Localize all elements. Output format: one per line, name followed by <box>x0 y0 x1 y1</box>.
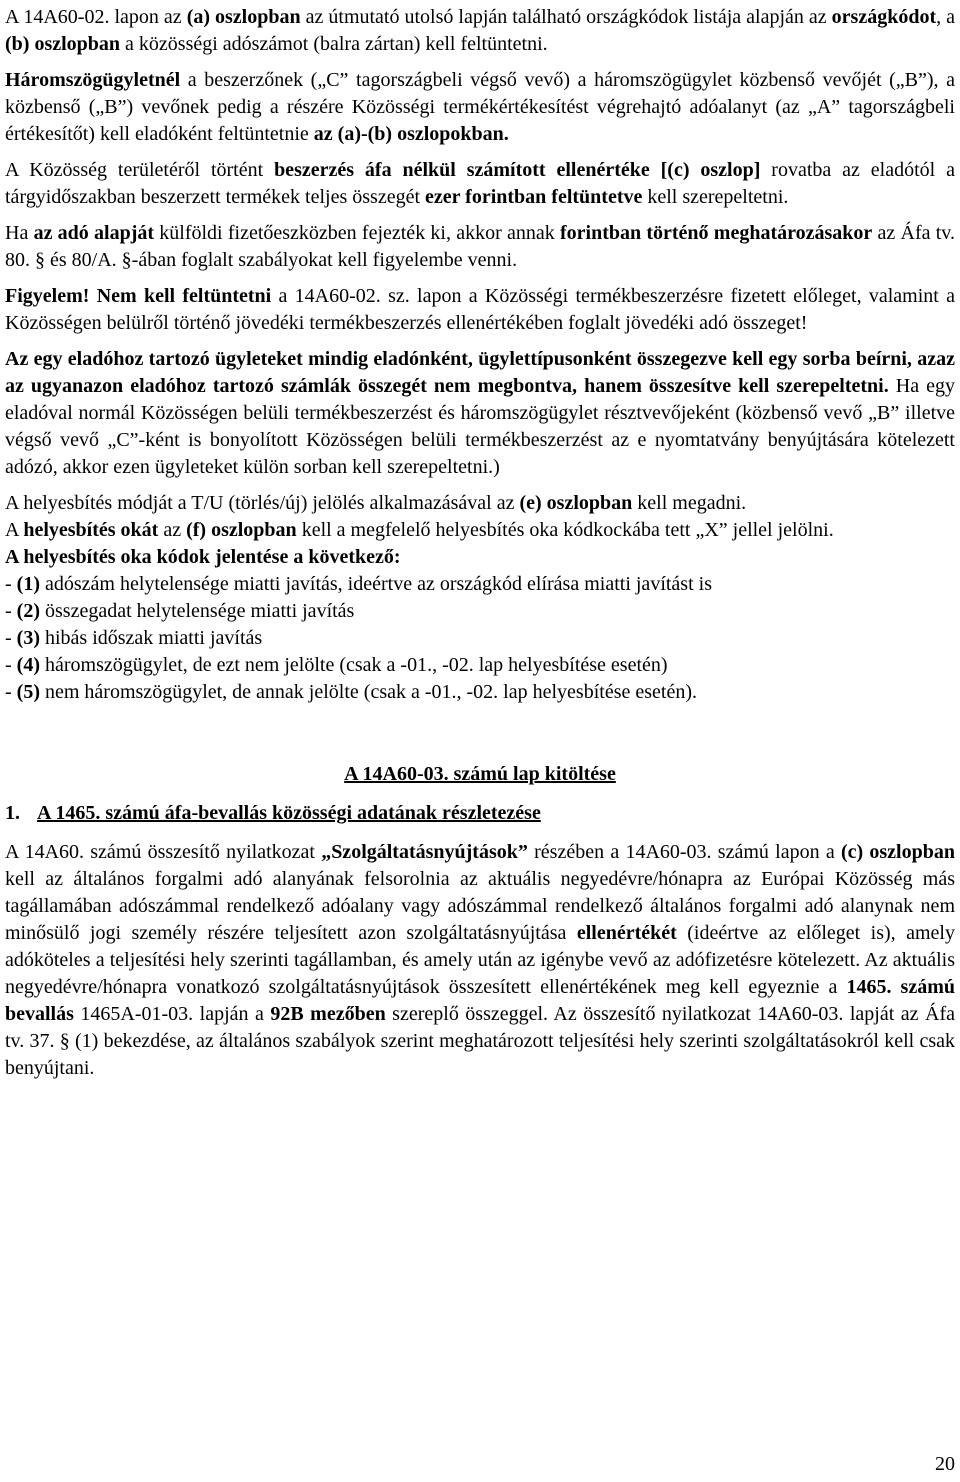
section-title: A 1465. számú áfa-bevallás közösségi adatának részletezése <box>37 802 541 824</box>
paragraph-triangular-transaction: Háromszögügyletnél a beszerzőnek („C” tagországbeli végső vevő) a háromszögügylet közbenső vevőjét („B”), a közbenső („B”) vevőnek pedig a részére Közösségi termékértékesítést végrehajtó adóalanyt (az „A” tagországbeli értékesítőt) kell eladóként feltüntetnie az (a)-(b) oszlopokban. <box>5 69 955 145</box>
paragraph-correction-reason: A helyesbítés okát az (f) oszlopban kell a megfelelő helyesbítés oka kódkockába tett „X” jellel jelölni. <box>5 519 834 541</box>
paragraph-correction-method: A helyesbítés módját a T/U (törlés/új) jelölés alkalmazásával az (e) oszlopban kell megadni. <box>5 492 747 514</box>
paragraph-services: A 14A60. számú összesítő nyilatkozat „Szolgáltatásnyújtások” részében a 14A60-03. számú lapon a (c) oszlopban kell az általános forgalmi adó alanyának felsorolnia az aktuális negyedévre/hónapra az Európai Közösség más tagállamában adószámmal rendelkező adóalany vagy adószámmal rendelkező általános forgalmi adó alanynak nem minősülő jogi személy részére teljesített azon szolgáltatásnyújtása ellenértékét (ideértve az előleget is), amely adóköteles a teljesítési hely szerinti tagállamban, és amely után az igénybe vevő az adófizetésre kötelezett. Az aktuális negyedévre/hónapra vonatkozó szolgáltatásnyújtások összesített ellenértékének meg kell egyeznie a 1465. számú bevallás 1465A-01-03. lapján a 92B mezőben szereplő összeggel. Az összesítő nyilatkozat 14A60-03. lapját az Áfa tv. 37. § (1) bekezdése, az általános szabályok szerint meghatározott teljesítési hely szerinti szolgáltatásokról kell csak benyújtani. <box>5 841 955 1079</box>
list-item: - (5) nem háromszögügylet, de annak jelölte (csak a -01., -02. lap helyesbítése esetén). <box>5 681 697 703</box>
list-item: - (2) összegadat helytelensége miatti javítás <box>5 600 355 622</box>
paragraph-country-code: A 14A60-02. lapon az (a) oszlopban az útmutató utolsó lapján található országkódok listája alapján az országkódot, a (b) oszlopban a közösségi adószámot (balra zártan) kell feltüntetni. <box>5 6 955 55</box>
section-heading <box>5 800 955 827</box>
page-number: 20 <box>935 1453 955 1475</box>
list-item: - (4) háromszögügylet, de ezt nem jelölte (csak a -01., -02. lap helyesbítése esetén) <box>5 654 668 676</box>
section-number: 1. <box>5 802 20 824</box>
paragraph-seller-aggregation: Az egy eladóhoz tartozó ügyleteket mindig eladónként, ügylettípusonként összegezve kell egy sorba beírni, azaz az ugyanazon eladóhoz tartozó számlák összegét nem megbontva, hanem összesítve kell szerepeltetni. Ha egy eladóval normál Közösségen belüli termékbeszerzést és háromszögügylet résztvevőjeként (közbenső vevő „B” illetve végső vevő „C”-ként is bonyolított Közösségen belüli termékbeszerzést az e nyomtatvány benyújtására kötelezett adózó, akkor ezen ügyleteket külön sorban kell szerepeltetni.) <box>5 348 955 478</box>
page-heading: A 14A60-03. számú lap kitöltése <box>344 763 616 785</box>
paragraph-code-meanings: A helyesbítés oka kódok jelentése a következő: <box>5 546 401 568</box>
correction-code-list <box>5 571 955 706</box>
list-item: - (3) hibás időszak miatti javítás <box>5 627 263 649</box>
paragraph-purchase-value: A Közösség területéről történt beszerzés áfa nélkül számított ellenértéke [(c) oszlop] rovatba az eladótól a tárgyidőszakban beszerzett termékek teljes összegét ezer forintban feltüntetve kell szerepeltetni. <box>5 159 955 208</box>
paragraph-foreign-currency: Ha az adó alapját külföldi fizetőeszközben fejezték ki, akkor annak forintban történő meghatározásakor az Áfa tv. 80. § és 80/A. §-ában foglalt szabályokat kell figyelembe venni. <box>5 222 956 271</box>
paragraph-attention: Figyelem! Nem kell feltüntetni a 14A60-02. sz. lapon a Közösségi termékbeszerzésre fizetett előleget, valamint a Közösségen belülről történő jövedéki termékbeszerzés ellenértékében foglalt jövedéki adó összeget! <box>5 285 956 334</box>
list-item: - (1) adószám helytelensége miatti javítás, ideértve az országkód elírása miatti javítást is <box>5 573 712 595</box>
